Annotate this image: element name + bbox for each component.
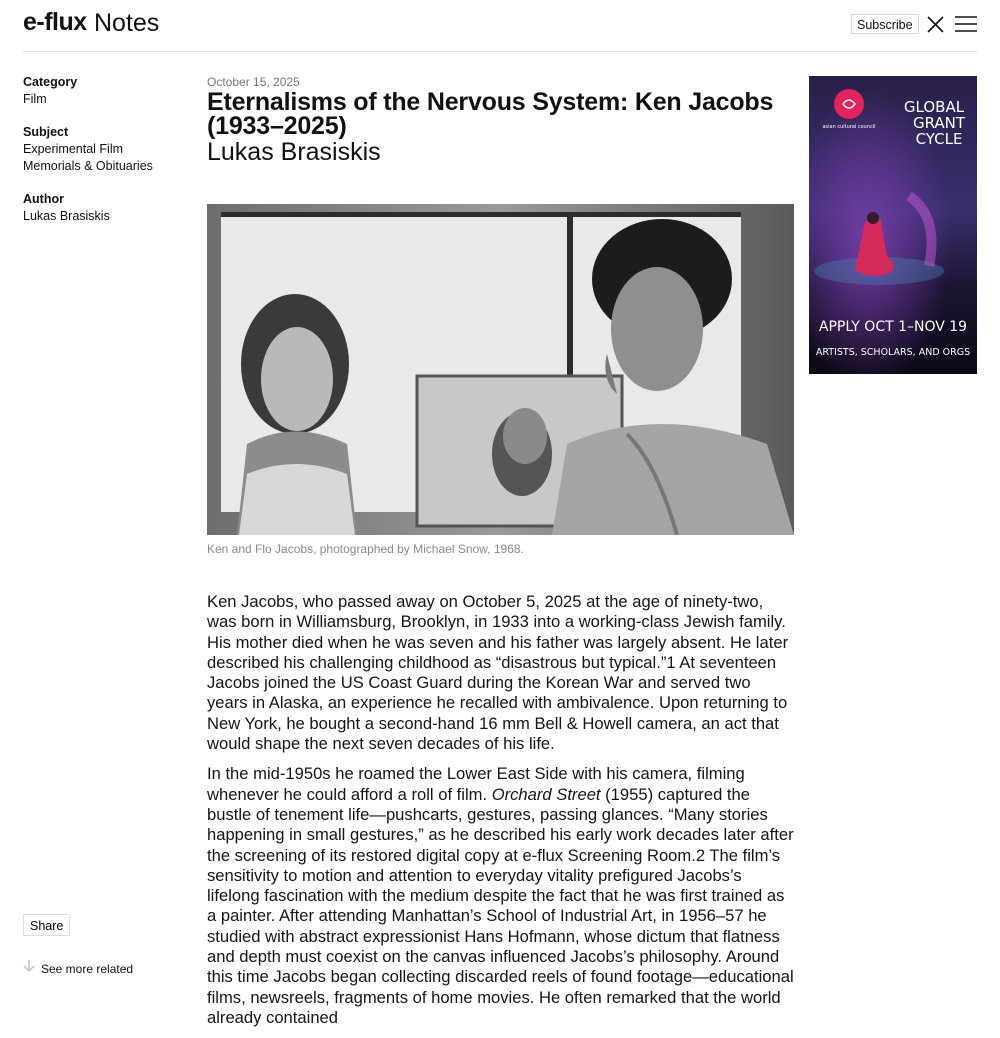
ad-headline-line: GLOBAL	[903, 98, 965, 116]
ad-audience: ARTISTS, SCHOLARS, AND ORGS	[815, 347, 971, 358]
subject-link[interactable]: Memorials & Obituaries	[23, 159, 153, 173]
article-metadata-sidebar	[23, 74, 183, 241]
paragraph-text: In the mid-1950s he roamed the Lower East Side with his camera, filming whenever he could afford a roll of film.	[207, 764, 745, 804]
ad-headline-line: GRANT	[912, 114, 966, 132]
article-header	[207, 74, 794, 166]
body-paragraph: Ken Jacobs, who passed away on October 5, 2025 at the age of ninety-two, was born in Williamsburg, Brooklyn, in 1933 into a working-class Jewish family. His mother died when he was seven and his father was largely absent. He later described his challenging childhood as “disastrous but typical.”1 At seventeen Jacobs joined the US Coast Guard during the Korean War and served two years in Alaska, an experience he recalled with ambivalence. Upon returning to New York, he bought a second-hand 16 mm Bell & Howell camera, an act that would shape the next seven decades of his life.	[207, 592, 789, 754]
site-logo[interactable]: e-flux	[23, 8, 87, 36]
body-paragraph	[207, 764, 794, 1028]
share-button[interactable]: Share	[23, 914, 70, 936]
author-group	[23, 191, 183, 225]
close-icon[interactable]	[926, 15, 945, 34]
author-label: Author	[23, 192, 64, 206]
hamburger-menu-icon[interactable]	[955, 15, 977, 33]
publish-date: October 15, 2025	[207, 75, 300, 89]
article-photo	[207, 204, 794, 535]
subject-link[interactable]: Experimental Film	[23, 142, 124, 156]
film-title: Orchard Street	[491, 784, 601, 804]
article-author[interactable]: Lukas Brasiskis	[207, 138, 381, 166]
arrow-down-icon	[23, 959, 37, 978]
section-name[interactable]: Notes	[94, 9, 160, 37]
author-link[interactable]: Lukas Brasiskis	[23, 209, 110, 223]
category-link[interactable]: Film	[23, 92, 47, 106]
article-title: Eternalisms of the Nervous System: Ken Jacobs (1933–2025)	[207, 88, 774, 140]
category-group	[23, 74, 183, 108]
subscribe-button[interactable]: Subscribe	[851, 14, 919, 34]
photo-caption: Ken and Flo Jacobs, photographed by Michael Snow, 1968.	[207, 542, 524, 556]
subject-group	[23, 124, 183, 175]
category-label: Category	[23, 75, 78, 89]
see-more-related-link[interactable]	[23, 959, 133, 978]
ad-headline-line: CYCLE	[915, 130, 963, 148]
ad-dates: APPLY OCT 1–NOV 19	[818, 319, 968, 335]
article-body	[207, 592, 794, 1038]
header-divider	[23, 51, 977, 52]
site-header	[0, 0, 1000, 51]
subject-label: Subject	[23, 125, 69, 139]
related-label: See more related	[41, 962, 134, 976]
sidebar-advertisement[interactable]	[809, 76, 977, 374]
ad-org-name: asian cultural council	[822, 124, 876, 130]
paragraph-text: (1955) captured the bustle of tenement life—pushcarts, gestures, passing glances. “Many stories happening in small gestures,” as he described his early work decades later after the screening of its restored digital copy at e-flux Screening Room.2 The film’s sensitivity to motion and attention to everyday vitality prefigured Jacobs’s lifelong fascination with the medium despite the fact that he was first trained as a painter. After attending Manhattan’s School of Industrial Art, in 1956–57 he studied with abstract expressionist Hans Hofmann, whose dictum that flatness and depth must coexist on the canvas influenced Jacobs’s philosophy. Around this time Jacobs began collecting discarded reels of found footage—educational films, newsreels, fragments of home movies. He often remarked that the world already contained	[207, 784, 794, 1027]
